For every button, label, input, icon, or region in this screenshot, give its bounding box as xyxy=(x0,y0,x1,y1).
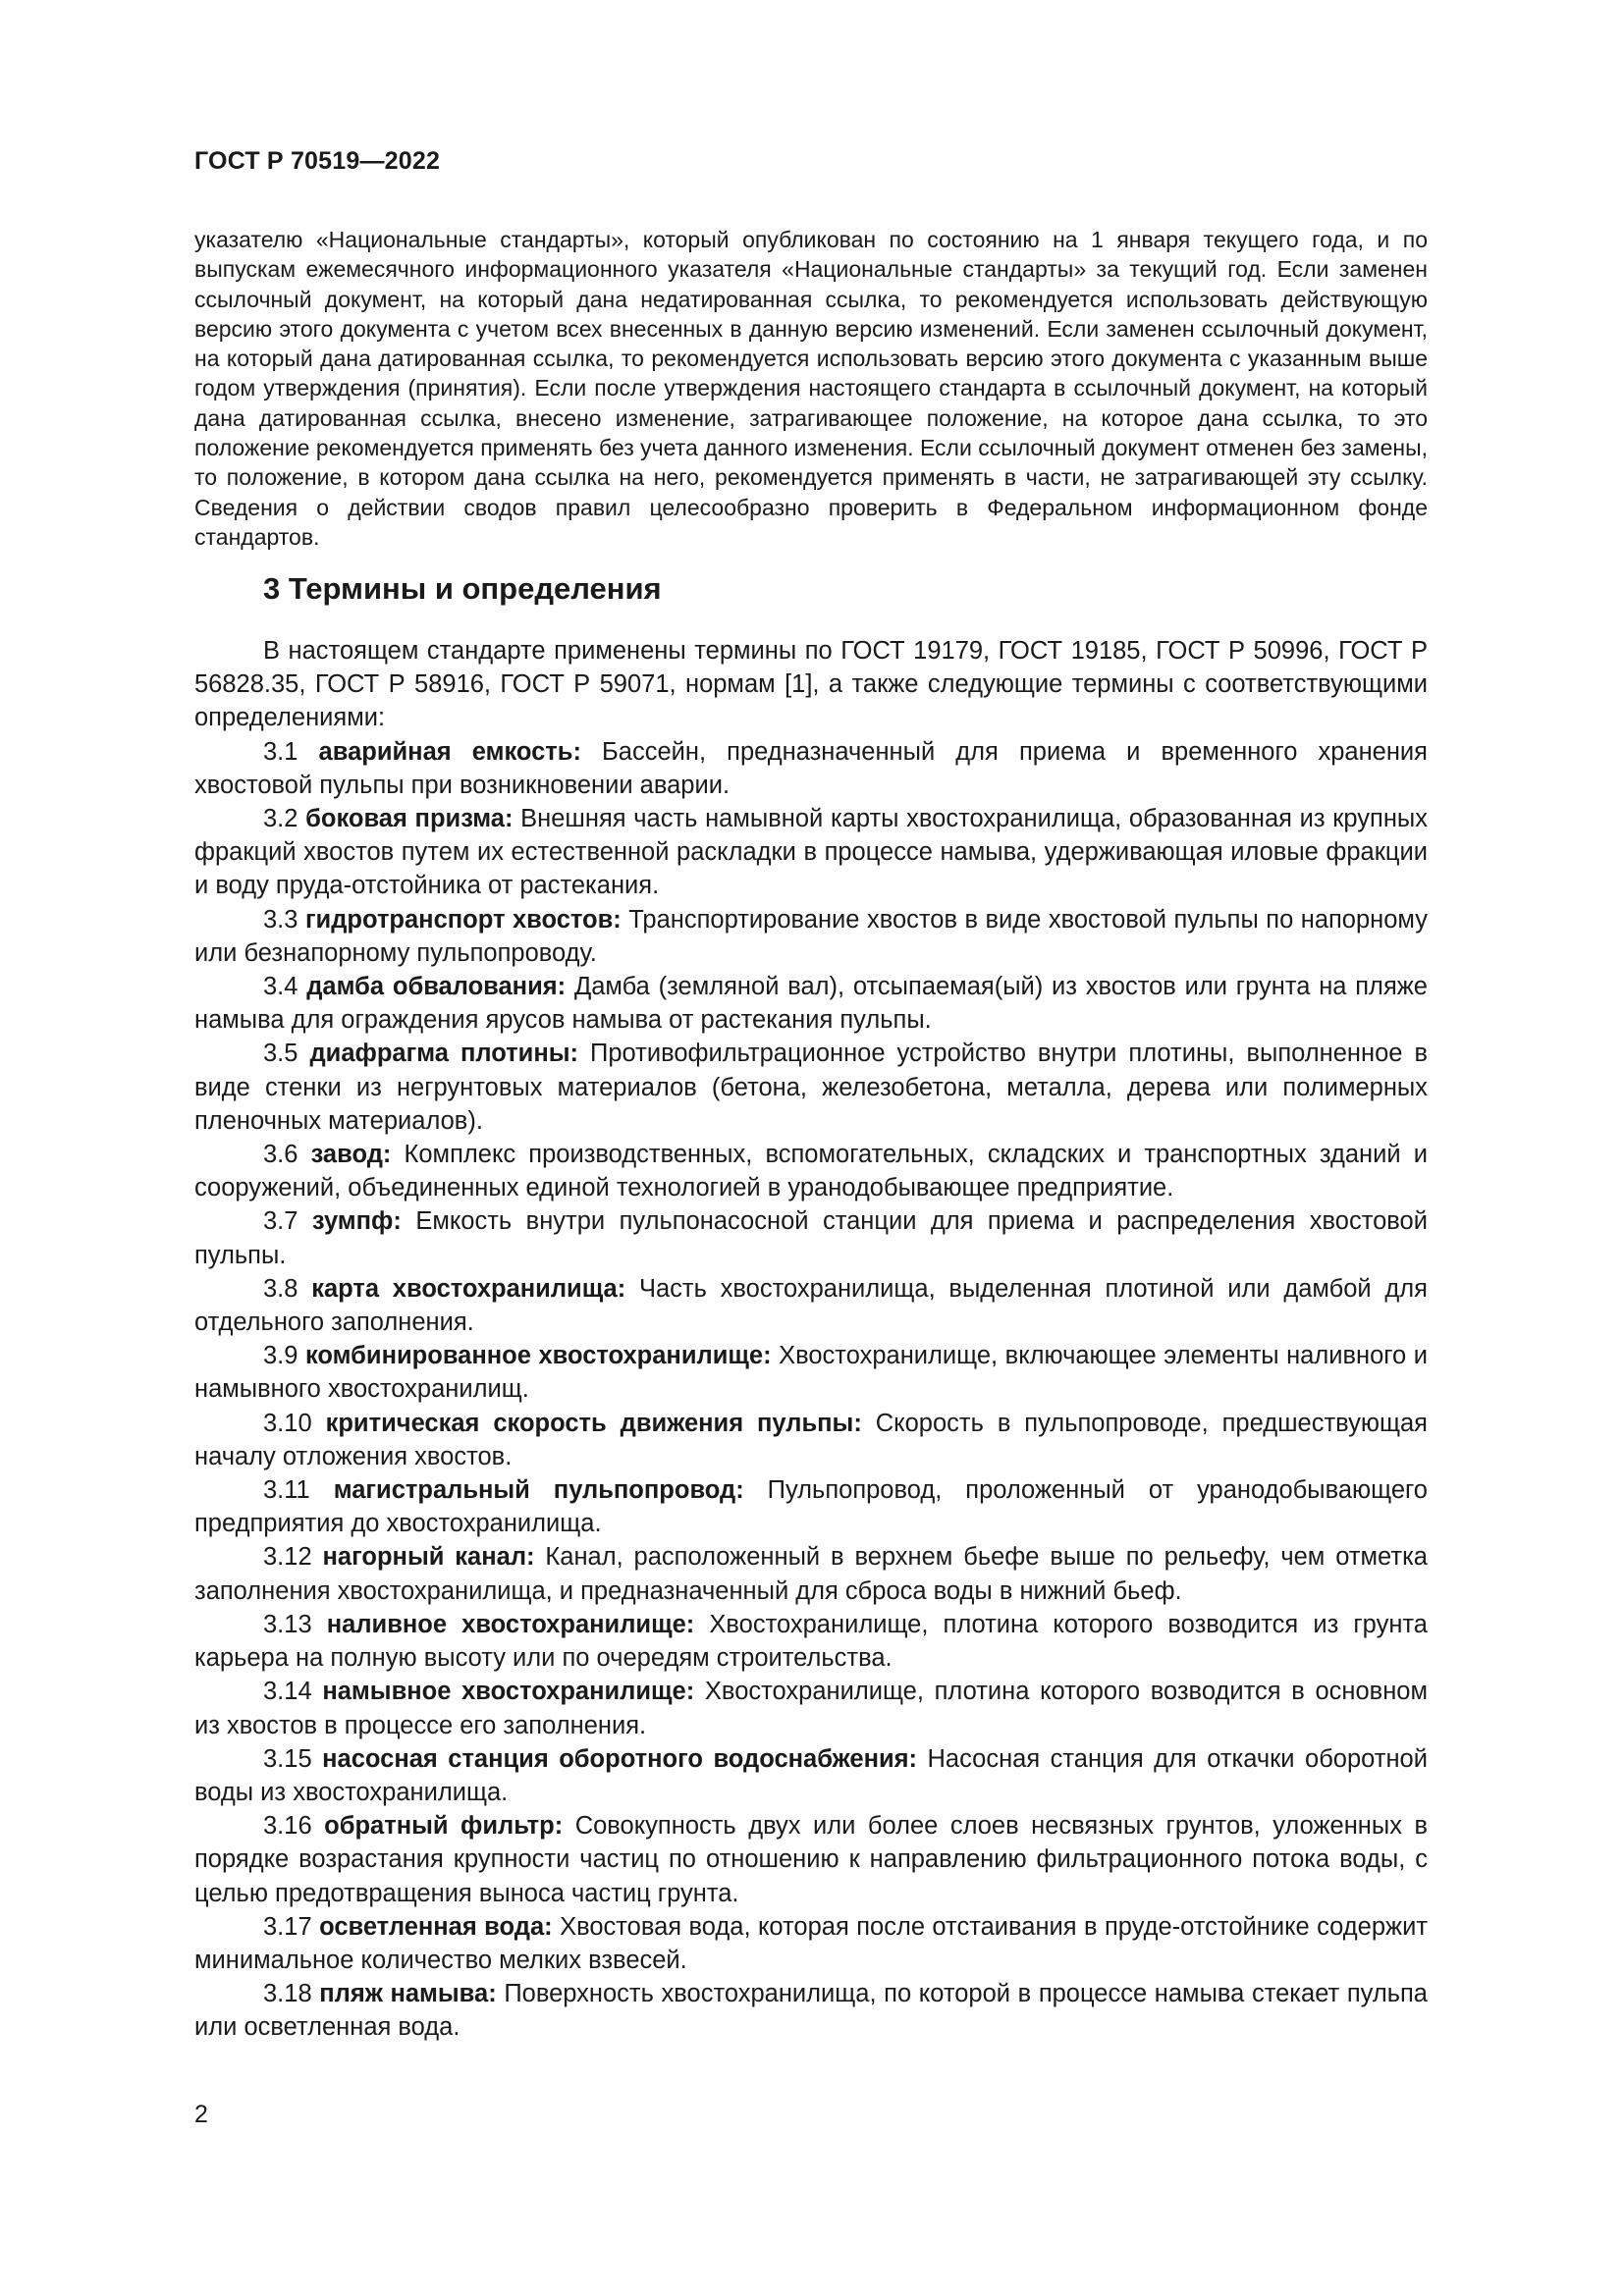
term-number: 3.7 xyxy=(263,1207,298,1236)
intro-paragraph: указателю «Национальные стандарты», который опубликован по состоянию на 1 января текущего года, и по выпускам ежемесячного информационного указателя «Национальные стандарты» за текущий год. Если заменен ссылочный документ, на который дана недатированная ссылка, то рекомендуется использовать действующую версию этого документа с учетом всех внесенных в данную версию изменений. Если заменен ссылочный документ, на который дана датированная ссылка, то рекомендуется использовать версию этого документа с указанным выше годом утверждения (принятия). Если после утверждения настоящего стандарта в ссылочный документ, на который дана датированная ссылка, внесено изменение, затрагивающее положение, на которое дана ссылка, то это положение рекомендуется применять без учета данного изменения. Если ссылочный документ отменен без замены, то положение, в котором дана ссылка на него, рекомендуется применять в части, не затрагивающей эту ссылку. Сведения о действии сводов правил целесообразно проверить в Федеральном информационном фонде стандартов. xyxy=(194,227,1428,550)
term-entry xyxy=(194,1037,1428,1138)
terms-list xyxy=(194,735,1428,2045)
term-entry xyxy=(194,735,1428,802)
term-entry xyxy=(194,1675,1428,1741)
term-number: 3.8 xyxy=(263,1274,298,1303)
term-entry xyxy=(194,1339,1428,1406)
term-name: наливное хвостохранилище: xyxy=(326,1610,695,1638)
term-number: 3.4 xyxy=(263,973,298,1001)
term-entry xyxy=(194,1608,1428,1675)
term-number: 3.16 xyxy=(263,1812,312,1841)
term-name: аварийная емкость: xyxy=(318,737,581,766)
term-name: зумпф: xyxy=(311,1207,402,1236)
term-name: дамба обвалования: xyxy=(306,973,567,1001)
term-definition: Часть хвостохранилища, выделенная плотиной или дамбой для отдельного заполнения. xyxy=(194,1274,1428,1337)
term-entry xyxy=(194,1204,1428,1271)
term-definition: Поверхность хвостохранилища, по которой в процессе намыва стекает пульпа или осветленная вода. xyxy=(194,1980,1428,2042)
term-name: обратный фильтр: xyxy=(324,1812,564,1841)
term-name: намывное хвостохранилище: xyxy=(322,1678,695,1706)
term-number: 3.13 xyxy=(263,1610,312,1638)
term-entry xyxy=(194,903,1428,970)
section-title: 3 Термины и определения xyxy=(263,571,662,606)
term-definition: Насосная станция для откачки оборотной воды из хвостохранилища. xyxy=(194,1744,1428,1806)
term-number: 3.2 xyxy=(263,805,298,833)
term-name: критическая скорость движения пульпы: xyxy=(325,1409,862,1437)
term-entry xyxy=(194,1473,1428,1540)
section-lead-paragraph: В настоящем стандарте применены термины по ГОСТ 19179, ГОСТ 19185, ГОСТ Р 50996, ГОСТ Р 56828.35, ГОСТ Р 58916, ГОСТ Р 59071, нормам [1], а также следующие термины с соответствующими определениями: xyxy=(194,637,1428,732)
term-definition: Хвостохранилище, включающее элементы наливного и намывного хвостохранилищ. xyxy=(194,1342,1428,1404)
term-number: 3.14 xyxy=(263,1678,312,1706)
term-definition: Пульпопровод, проложенный от уранодобывающего предприятия до хвостохранилища. xyxy=(194,1476,1428,1538)
term-definition: Канал, расположенный в верхнем бьефе выше по рельефу, чем отметка заполнения хвостохранилища, и предназначенный для сброса воды в нижний бьеф. xyxy=(194,1543,1428,1605)
document-code-header: ГОСТ Р 70519—2022 xyxy=(194,147,441,175)
term-name: боковая призма: xyxy=(305,805,514,833)
term-definition: Хвостохранилище, плотина которого возводится в основном из хвостов в процессе его заполнения. xyxy=(194,1678,1428,1739)
term-name: насосная станция оборотного водоснабжения: xyxy=(322,1744,918,1773)
term-definition: Дамба (земляной вал), отсыпаемая(ый) из хвостов или грунта на пляже намыва для ограждения ярусов намыва от растекания пульпы. xyxy=(194,973,1428,1035)
term-entry xyxy=(194,1138,1428,1204)
section-body xyxy=(194,634,1428,2045)
term-definition: Скорость в пульпопроводе, предшествующая началу отложения хвостов. xyxy=(194,1409,1428,1470)
term-number: 3.17 xyxy=(263,1912,312,1941)
term-entry xyxy=(194,1272,1428,1339)
term-number: 3.9 xyxy=(263,1342,298,1370)
term-definition: Внешняя часть намывной карты хвостохранилища, образованная из крупных фракций хвостов путем их естественной раскладки в процессе намыва, удерживающая иловые фракции и воду пруда-отстойника от растекания. xyxy=(194,805,1428,900)
term-number: 3.6 xyxy=(263,1141,298,1169)
term-entry xyxy=(194,1910,1428,1977)
term-name: диафрагма плотины: xyxy=(309,1040,578,1068)
term-definition: Транспортирование хвостов в виде хвостовой пульпы по напорному или безнапорному пульпопроводу. xyxy=(194,905,1429,967)
term-definition: Хвостовая вода, которая после отстаивания в пруде-отстойнике содержит минимальное количество мелких взвесей. xyxy=(194,1912,1429,1974)
term-name: осветленная вода: xyxy=(319,1912,553,1941)
term-entry xyxy=(194,802,1428,903)
term-name: гидротранспорт хвостов: xyxy=(304,905,622,934)
term-definition: Комплекс производственных, вспомогательных, складских и транспортных зданий и сооружений, объединенных единой технологией в уранодобывающее предприятие. xyxy=(194,1141,1428,1202)
term-entry xyxy=(194,970,1428,1037)
term-entry xyxy=(194,1407,1428,1473)
term-number: 3.5 xyxy=(263,1040,298,1068)
term-entry xyxy=(194,1809,1428,1910)
term-number: 3.3 xyxy=(263,905,298,934)
term-definition: Противофильтрационное устройство внутри плотины, выполненное в виде стенки из негрунтовых материалов (бетона, железобетона, металла, дерева или полимерных пленочных материалов). xyxy=(194,1040,1429,1135)
term-number: 3.10 xyxy=(263,1409,312,1437)
term-number: 3.11 xyxy=(263,1476,310,1505)
term-entry xyxy=(194,1742,1428,1809)
term-name: карта хвостохранилища: xyxy=(311,1274,626,1303)
term-number: 3.1 xyxy=(263,737,298,766)
term-entry xyxy=(194,1540,1428,1607)
term-number: 3.12 xyxy=(263,1543,312,1572)
term-name: завод: xyxy=(310,1141,392,1169)
term-name: магистральный пульпопровод: xyxy=(333,1476,744,1505)
term-definition: Емкость внутри пульпонасосной станции для приема и распределения хвостовой пульпы. xyxy=(194,1207,1428,1269)
term-name: пляж намыва: xyxy=(319,1980,497,2008)
term-entry xyxy=(194,1977,1428,2044)
term-definition: Бассейн, предназначенный для приема и временного хранения хвостовой пульпы при возникновении аварии. xyxy=(194,737,1428,799)
term-name: комбинированное хвостохранилище: xyxy=(304,1342,772,1370)
term-number: 3.18 xyxy=(263,1980,312,2008)
term-number: 3.15 xyxy=(263,1744,312,1773)
page-number: 2 xyxy=(194,2101,208,2128)
term-definition: Совокупность двух или более слоев несвязных грунтов, уложенных в порядке возрастания крупности частиц по отношению к направлению фильтрационного потока воды, с целью предотвращения выноса частиц грунта. xyxy=(194,1812,1428,1907)
term-definition: Хвостохранилище, плотина которого возводится из грунта карьера на полную высоту или по очередям строительства. xyxy=(194,1610,1428,1673)
term-name: нагорный канал: xyxy=(322,1543,535,1572)
